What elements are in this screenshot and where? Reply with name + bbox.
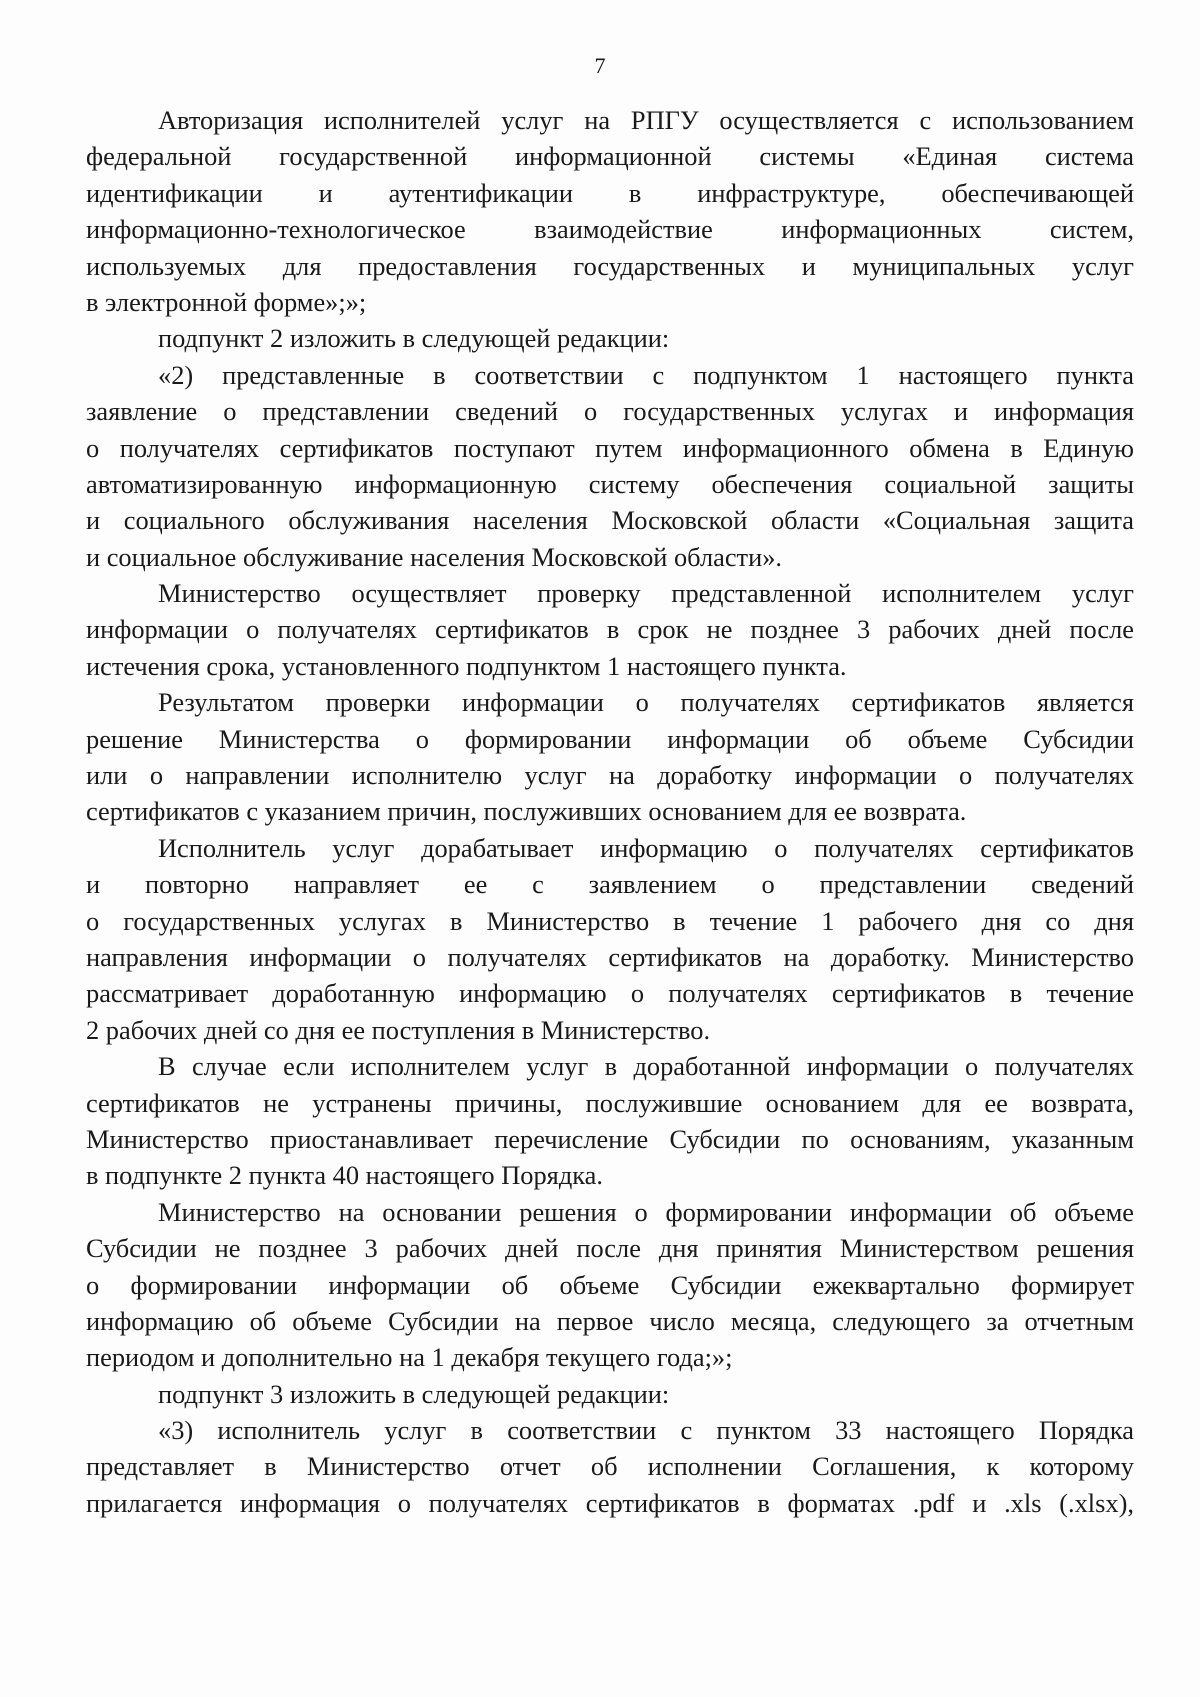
text-line: о государственных услугах в Министерство в течение 1 рабочего дня со дня <box>86 905 1134 936</box>
text-line: Результатом проверки информации о получателях сертификатов является <box>158 687 1134 718</box>
text-line: истечения срока, установленного подпунктом 1 настоящего пункта. <box>86 650 847 681</box>
text-line: Министерство на основании решения о формировании информации об объеме <box>158 1196 1134 1227</box>
text-line: 2 рабочих дней со дня ее поступления в Министерство. <box>86 1014 711 1045</box>
paragraph <box>86 1048 1134 1194</box>
text-line: В случае если исполнителем услуг в доработанной информации о получателях <box>158 1051 1134 1082</box>
text-line: Министерство приостанавливает перечисление Субсидии по основаниям, указанным <box>86 1123 1134 1154</box>
text-line: направления информации о получателях сертификатов на доработку. Министерство <box>86 941 1134 972</box>
text-line: Исполнитель услуг дорабатывает информацию о получателях сертификатов <box>158 832 1134 863</box>
text-line: сертификатов не устранены причины, послужившие основанием для ее возврата, <box>86 1087 1134 1118</box>
paragraph <box>86 830 1134 1048</box>
paragraph <box>86 575 1134 684</box>
text-line: «2) представленные в соответствии с подпунктом 1 настоящего пункта <box>158 359 1134 390</box>
text-line: идентификации и аутентификации в инфраструктуре, обеспечивающей <box>86 177 1134 208</box>
document-body <box>86 102 1134 1521</box>
text-line: в подпункте 2 пункта 40 настоящего Порядка. <box>86 1160 603 1191</box>
text-line: сертификатов с указанием причин, послуживших основанием для ее возврата. <box>86 796 967 827</box>
text-line: Авторизация исполнителей услуг на РПГУ осуществляется с использованием <box>158 105 1134 135</box>
text-line: Министерство осуществляет проверку представленной исполнителем услуг <box>158 578 1134 609</box>
text-line: «3) исполнитель услуг в соответствии с пунктом 33 настоящего Порядка <box>158 1415 1134 1446</box>
text-line: федеральной государственной информационной системы «Единая система <box>86 141 1134 172</box>
text-line: прилагается информация о получателях сертификатов в форматах .pdf и .xls (.xlsx), <box>86 1487 1134 1518</box>
text-line: или о направлении исполнителю услуг на доработку информации о получателях <box>86 760 1134 791</box>
paragraph <box>86 357 1134 575</box>
paragraph <box>86 102 1134 320</box>
paragraph <box>86 320 1134 356</box>
paragraph <box>86 1412 1134 1521</box>
page-number: 7 <box>594 53 606 78</box>
text-line: Субсидии не позднее 3 рабочих дней после дня принятия Министерством решения <box>86 1233 1134 1264</box>
text-line: рассматривает доработанную информацию о получателях сертификатов в течение <box>86 978 1134 1009</box>
paragraph <box>86 684 1134 830</box>
text-line: автоматизированную информационную систему обеспечения социальной защиты <box>86 468 1134 499</box>
text-line: и повторно направляет ее с заявлением о представлении сведений <box>86 869 1134 900</box>
text-line: о формировании информации об объеме Субсидии ежеквартально формирует <box>86 1269 1134 1300</box>
text-line: представляет в Министерство отчет об исполнении Соглашения, к которому <box>86 1451 1134 1482</box>
text-line: в электронной форме»;»; <box>86 286 367 317</box>
text-line: информации о получателях сертификатов в срок не позднее 3 рабочих дней после <box>86 614 1134 645</box>
text-line: и социальное обслуживание населения Московской области». <box>86 541 783 572</box>
text-line: подпункт 3 изложить в следующей редакции: <box>158 1378 670 1409</box>
text-line: и социального обслуживания населения Московской области «Социальная защита <box>86 505 1134 536</box>
text-line: о получателях сертификатов поступают путем информационного обмена в Единую <box>86 432 1134 463</box>
paragraph <box>86 1376 1134 1412</box>
text-line: используемых для предоставления государственных и муниципальных услуг <box>86 250 1134 281</box>
text-line: решение Министерства о формировании информации об объеме Субсидии <box>86 723 1134 754</box>
text-line: периодом и дополнительно на 1 декабря текущего года;»; <box>86 1342 733 1373</box>
text-line: подпункт 2 изложить в следующей редакции: <box>158 323 670 354</box>
paragraph <box>86 1194 1134 1376</box>
text-line: информационно-технологическое взаимодействие информационных систем, <box>86 214 1134 245</box>
text-line: информацию об объеме Субсидии на первое число месяца, следующего за отчетным <box>86 1305 1134 1336</box>
text-line: заявление о представлении сведений о государственных услугах и информация <box>86 396 1134 427</box>
